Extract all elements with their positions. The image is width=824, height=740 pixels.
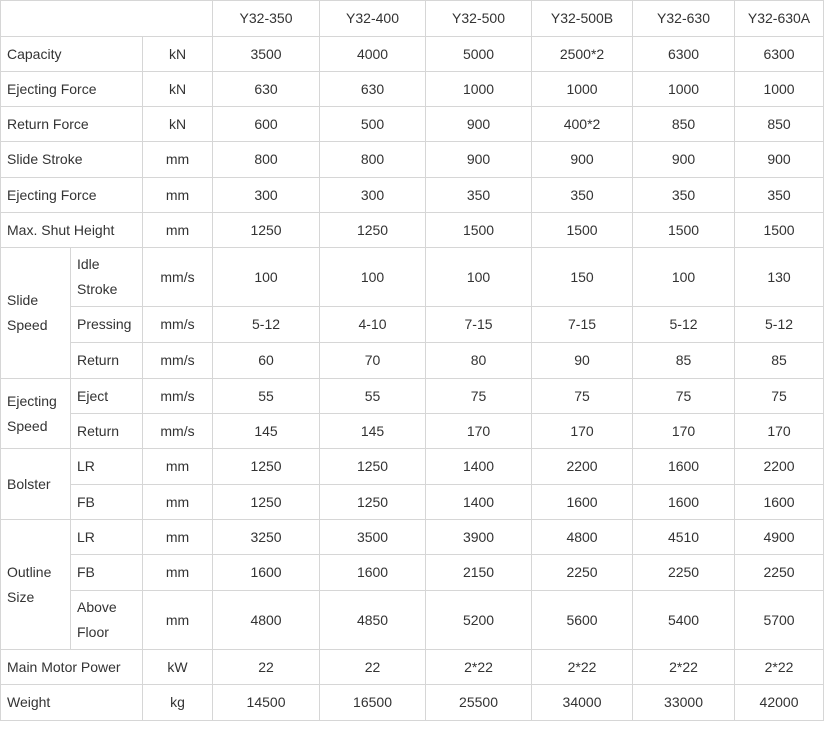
value-cell: 350 <box>633 178 735 213</box>
value-cell: 1000 <box>532 72 633 107</box>
value-cell: 150 <box>532 248 633 307</box>
sub-label <box>71 591 143 650</box>
value-cell: 16500 <box>320 685 426 721</box>
table-row-main-motor-power <box>1 650 824 685</box>
table-row-outline-fb <box>1 555 824 591</box>
unit-cell: mm <box>143 178 213 213</box>
row-label: Main Motor Power <box>1 650 143 685</box>
value-cell: 130 <box>735 248 824 307</box>
value-cell: 900 <box>735 142 824 178</box>
value-cell: 1000 <box>735 72 824 107</box>
header-empty-cell <box>1 1 213 37</box>
sub-label: Pressing <box>71 307 143 343</box>
table-row-max-shut-height <box>1 213 824 248</box>
unit-cell: kN <box>143 37 213 72</box>
group-label-outline-size <box>1 520 71 650</box>
value-cell: 800 <box>213 142 320 178</box>
unit-cell: mm/s <box>143 248 213 307</box>
sub-label: LR <box>71 520 143 555</box>
value-cell: 4800 <box>532 520 633 555</box>
unit-cell: mm <box>143 591 213 650</box>
table-row-bolster-fb <box>1 485 824 520</box>
row-label: Capacity <box>1 37 143 72</box>
value-cell: 1600 <box>320 555 426 591</box>
table-row-outline-above-floor <box>1 591 824 650</box>
value-cell: 2250 <box>633 555 735 591</box>
value-cell: 2200 <box>735 449 824 485</box>
group-label-line: Ejecting <box>7 392 57 409</box>
value-cell: 1400 <box>426 449 532 485</box>
value-cell: 170 <box>426 414 532 449</box>
value-cell: 4000 <box>320 37 426 72</box>
table-row-slide-speed-pressing <box>1 307 824 343</box>
sub-label: LR <box>71 449 143 485</box>
model-header: Y32-400 <box>320 1 426 37</box>
value-cell: 1600 <box>633 449 735 485</box>
value-cell: 3500 <box>320 520 426 555</box>
value-cell: 1500 <box>532 213 633 248</box>
value-cell: 630 <box>213 72 320 107</box>
value-cell: 5-12 <box>213 307 320 343</box>
sub-label-line: Idle <box>77 256 100 272</box>
sub-label: Return <box>71 414 143 449</box>
value-cell: 350 <box>426 178 532 213</box>
table-row-slide-stroke <box>1 142 824 178</box>
value-cell: 4850 <box>320 591 426 650</box>
sub-label-line: Stroke <box>77 281 118 297</box>
table-row-ejecting-force <box>1 72 824 107</box>
unit-cell: mm <box>143 213 213 248</box>
value-cell: 170 <box>633 414 735 449</box>
row-label: Ejecting Force <box>1 72 143 107</box>
value-cell: 22 <box>213 650 320 685</box>
value-cell: 2250 <box>532 555 633 591</box>
value-cell: 5000 <box>426 37 532 72</box>
model-header: Y32-350 <box>213 1 320 37</box>
value-cell: 80 <box>426 343 532 379</box>
unit-cell: mm <box>143 142 213 178</box>
value-cell: 5200 <box>426 591 532 650</box>
value-cell: 7-15 <box>532 307 633 343</box>
value-cell: 2*22 <box>633 650 735 685</box>
value-cell: 7-15 <box>426 307 532 343</box>
value-cell: 2500*2 <box>532 37 633 72</box>
value-cell: 22 <box>320 650 426 685</box>
value-cell: 600 <box>213 107 320 142</box>
value-cell: 900 <box>426 107 532 142</box>
value-cell: 75 <box>735 379 824 414</box>
value-cell: 2*22 <box>426 650 532 685</box>
value-cell: 100 <box>426 248 532 307</box>
value-cell: 5400 <box>633 591 735 650</box>
value-cell: 1500 <box>426 213 532 248</box>
value-cell: 1500 <box>735 213 824 248</box>
value-cell: 34000 <box>532 685 633 721</box>
value-cell: 55 <box>213 379 320 414</box>
unit-cell: mm <box>143 520 213 555</box>
value-cell: 1250 <box>320 449 426 485</box>
value-cell: 1600 <box>213 555 320 591</box>
table-row-ejecting-speed-return <box>1 414 824 449</box>
value-cell: 100 <box>633 248 735 307</box>
value-cell: 6300 <box>633 37 735 72</box>
unit-cell: mm <box>143 555 213 591</box>
unit-cell: mm <box>143 485 213 520</box>
value-cell: 75 <box>633 379 735 414</box>
row-label: Slide Stroke <box>1 142 143 178</box>
value-cell: 170 <box>735 414 824 449</box>
value-cell: 5600 <box>532 591 633 650</box>
value-cell: 100 <box>320 248 426 307</box>
row-label: Return Force <box>1 107 143 142</box>
row-label: Weight <box>1 685 143 721</box>
value-cell: 1000 <box>633 72 735 107</box>
value-cell: 850 <box>633 107 735 142</box>
unit-cell: mm/s <box>143 414 213 449</box>
value-cell: 42000 <box>735 685 824 721</box>
table-row-return-force <box>1 107 824 142</box>
value-cell: 800 <box>320 142 426 178</box>
value-cell: 100 <box>213 248 320 307</box>
value-cell: 90 <box>532 343 633 379</box>
value-cell: 400*2 <box>532 107 633 142</box>
value-cell: 3900 <box>426 520 532 555</box>
value-cell: 3500 <box>213 37 320 72</box>
value-cell: 1250 <box>320 485 426 520</box>
group-label-bolster: Bolster <box>1 449 71 520</box>
group-label-ejecting-speed <box>1 379 71 449</box>
row-label: Max. Shut Height <box>1 213 143 248</box>
table-row-ejecting-stroke <box>1 178 824 213</box>
group-label-line: Speed <box>7 317 48 333</box>
value-cell: 4900 <box>735 520 824 555</box>
unit-cell: kN <box>143 72 213 107</box>
value-cell: 4-10 <box>320 307 426 343</box>
sub-label-line: Above <box>77 599 117 615</box>
model-header: Y32-630A <box>735 1 824 37</box>
value-cell: 2150 <box>426 555 532 591</box>
row-label: Ejecting Force <box>1 178 143 213</box>
value-cell: 33000 <box>633 685 735 721</box>
value-cell: 4800 <box>213 591 320 650</box>
value-cell: 350 <box>532 178 633 213</box>
value-cell: 300 <box>213 178 320 213</box>
value-cell: 1600 <box>633 485 735 520</box>
value-cell: 170 <box>532 414 633 449</box>
table-row-bolster-lr <box>1 449 824 485</box>
unit-cell: mm <box>143 449 213 485</box>
value-cell: 1250 <box>213 213 320 248</box>
value-cell: 25500 <box>426 685 532 721</box>
value-cell: 2*22 <box>735 650 824 685</box>
value-cell: 14500 <box>213 685 320 721</box>
value-cell: 1400 <box>426 485 532 520</box>
value-cell: 850 <box>735 107 824 142</box>
value-cell: 1600 <box>532 485 633 520</box>
table-row-slide-speed-idle <box>1 248 824 307</box>
unit-cell: mm/s <box>143 307 213 343</box>
table-row-ejecting-speed-eject <box>1 379 824 414</box>
value-cell: 60 <box>213 343 320 379</box>
value-cell: 145 <box>320 414 426 449</box>
group-label-line: Slide <box>7 292 39 308</box>
group-label-line: Size <box>7 588 35 605</box>
value-cell: 900 <box>633 142 735 178</box>
table-row-capacity <box>1 37 824 72</box>
sub-label: FB <box>71 555 143 591</box>
table-row-weight <box>1 685 824 721</box>
group-label-slide-speed <box>1 248 71 379</box>
value-cell: 2*22 <box>532 650 633 685</box>
group-label-line: Speed <box>7 417 48 434</box>
value-cell: 1250 <box>213 449 320 485</box>
value-cell: 4510 <box>633 520 735 555</box>
value-cell: 300 <box>320 178 426 213</box>
value-cell: 1500 <box>633 213 735 248</box>
model-header: Y32-630 <box>633 1 735 37</box>
value-cell: 6300 <box>735 37 824 72</box>
model-header: Y32-500B <box>532 1 633 37</box>
unit-cell: kg <box>143 685 213 721</box>
value-cell: 2200 <box>532 449 633 485</box>
value-cell: 3250 <box>213 520 320 555</box>
unit-cell: kN <box>143 107 213 142</box>
unit-cell: mm/s <box>143 379 213 414</box>
sub-label: Return <box>71 343 143 379</box>
value-cell: 85 <box>633 343 735 379</box>
table-row-outline-lr <box>1 520 824 555</box>
sub-label: Eject <box>71 379 143 414</box>
sub-label <box>71 248 143 307</box>
value-cell: 5-12 <box>735 307 824 343</box>
value-cell: 5-12 <box>633 307 735 343</box>
value-cell: 75 <box>426 379 532 414</box>
table-row-slide-speed-return <box>1 343 824 379</box>
value-cell: 900 <box>532 142 633 178</box>
table-header-row <box>1 1 824 37</box>
value-cell: 1600 <box>735 485 824 520</box>
value-cell: 85 <box>735 343 824 379</box>
value-cell: 630 <box>320 72 426 107</box>
sub-label: FB <box>71 485 143 520</box>
value-cell: 70 <box>320 343 426 379</box>
value-cell: 55 <box>320 379 426 414</box>
value-cell: 2250 <box>735 555 824 591</box>
unit-cell: kW <box>143 650 213 685</box>
value-cell: 145 <box>213 414 320 449</box>
model-header: Y32-500 <box>426 1 532 37</box>
group-label-line: Outline <box>7 563 52 580</box>
sub-label-line: Floor <box>77 624 109 640</box>
unit-cell: mm/s <box>143 343 213 379</box>
value-cell: 900 <box>426 142 532 178</box>
value-cell: 1250 <box>213 485 320 520</box>
value-cell: 5700 <box>735 591 824 650</box>
value-cell: 350 <box>735 178 824 213</box>
value-cell: 1000 <box>426 72 532 107</box>
value-cell: 500 <box>320 107 426 142</box>
value-cell: 75 <box>532 379 633 414</box>
value-cell: 1250 <box>320 213 426 248</box>
